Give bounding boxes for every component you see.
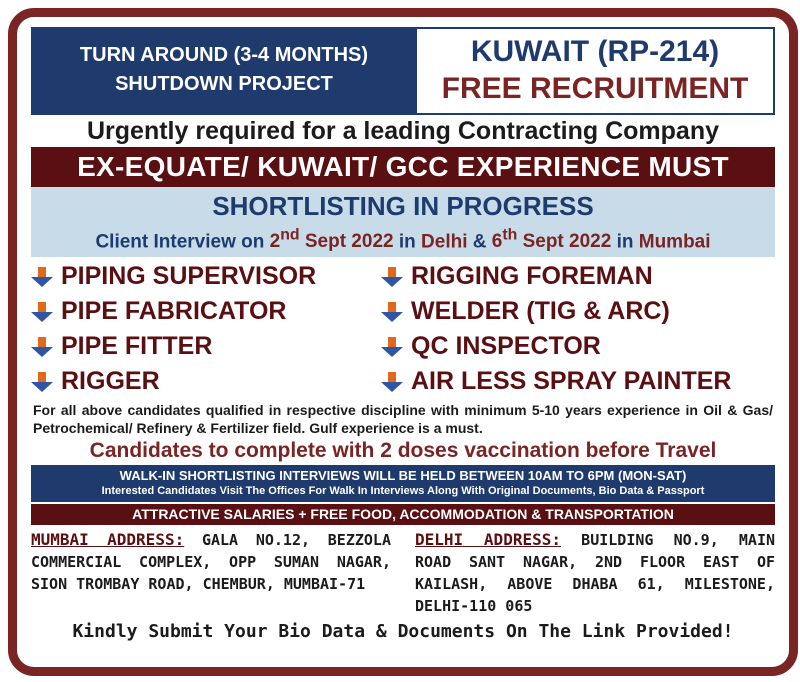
job-title: WELDER (TIG & ARC): [411, 297, 670, 326]
job-item: [381, 329, 775, 364]
job-item: [31, 364, 381, 399]
poster-content: [31, 27, 775, 645]
job-item: [31, 259, 381, 294]
job-item: [31, 294, 381, 329]
job-list: [31, 257, 775, 399]
header-row: [31, 27, 775, 115]
delhi-address: [415, 529, 775, 617]
delhi-address-label: DELHI ADDRESS:: [415, 530, 561, 550]
down-arrow-icon: [31, 372, 53, 392]
project-box: [31, 27, 417, 115]
requirements-description: For all above candidates qualified in respective discipline with minimum 5-10 years experience in Oil & Gas/ Petrochemical/ Refinery & Fertilizer field. Gulf experience is a must.: [33, 402, 773, 437]
date-1-rest: Sept 2022: [299, 231, 394, 253]
location-title: KUWAIT (RP-214): [470, 35, 720, 68]
experience-banner: EX-EQUATE/ KUWAIT/ GCC EXPERIENCE MUST: [31, 147, 775, 187]
down-arrow-icon: [31, 267, 53, 287]
job-item: [381, 294, 775, 329]
job-title: QC INSPECTOR: [411, 332, 601, 361]
job-item: [381, 259, 775, 294]
down-arrow-icon: [381, 302, 403, 322]
mumbai-address-label: MUMBAI ADDRESS:: [31, 530, 185, 550]
shortlisting-title: SHORTLISTING IN PROGRESS: [212, 191, 594, 221]
date-1: [269, 227, 394, 253]
walkin-line-2: Interested Candidates Visit The Offices For Walk In Interviews Along With Original Documents, Bio Data & Passport: [101, 485, 705, 498]
mumbai-address: [31, 529, 391, 617]
city-1-prefix: in: [393, 231, 422, 253]
submit-instruction: Kindly Submit Your Bio Data & Documents On The Link Provided!: [72, 621, 734, 643]
walkin-banner: [31, 465, 775, 502]
job-item: [31, 329, 381, 364]
job-title: RIGGING FOREMAN: [411, 262, 653, 291]
interview-dates: [31, 223, 775, 257]
job-title: RIGGER: [61, 367, 160, 396]
joiner: &: [467, 231, 492, 253]
urgent-heading: Urgently required for a leading Contracting Company: [86, 117, 720, 145]
free-recruitment: FREE RECRUITMENT: [441, 72, 749, 105]
vaccination-notice: Candidates to complete with 2 doses vaccination before Travel: [89, 439, 717, 463]
city-2-prefix: in: [611, 231, 639, 253]
shortlisting-section: [31, 187, 775, 257]
city-2: Mumbai: [638, 231, 711, 253]
down-arrow-icon: [381, 267, 403, 287]
job-title: PIPE FABRICATOR: [61, 297, 287, 326]
job-title: AIR LESS SPRAY PAINTER: [411, 367, 732, 396]
interview-prefix: Client Interview on: [95, 231, 270, 253]
walkin-line-1: WALK-IN SHORTLISTING INTERVIEWS WILL BE HELD BETWEEN 10AM TO 6PM (MON-SAT): [119, 468, 687, 484]
down-arrow-icon: [31, 337, 53, 357]
date-2-rest: Sept 2022: [517, 231, 612, 253]
poster-frame: [8, 8, 798, 676]
project-line-1: TURN AROUND (3-4 MONTHS): [79, 44, 369, 66]
benefits-banner: ATTRACTIVE SALARIES + FREE FOOD, ACCOMMODATION & TRANSPORTATION: [31, 504, 775, 525]
date-2-suffix: th: [502, 227, 518, 244]
delhi-address-text: BUILDING NO.9, MAIN ROAD SANT NAGAR, 2ND FLOOR EAST OF KAILASH, ABOVE DHABA 61, MILESTONE, DELHI-110 065: [415, 531, 776, 616]
job-item: [381, 364, 775, 399]
job-title: PIPING SUPERVISOR: [61, 262, 317, 291]
city-1: Delhi: [421, 231, 468, 253]
date-2-day: 6: [491, 231, 503, 253]
mumbai-address-text: GALA NO.12, BEZZOLA COMMERCIAL COMPLEX, OPP SUMAN NAGAR, SION TROMBAY ROAD, CHEMBUR, MUMBAI-71: [31, 531, 391, 594]
addresses-row: [31, 525, 775, 617]
date-1-day: 2: [269, 231, 281, 253]
location-box: [417, 27, 775, 115]
job-title: PIPE FITTER: [61, 332, 213, 361]
down-arrow-icon: [31, 302, 53, 322]
project-line-2: SHUTDOWN PROJECT: [115, 73, 333, 95]
date-1-suffix: nd: [280, 227, 300, 244]
down-arrow-icon: [381, 372, 403, 392]
date-2: [491, 227, 612, 253]
down-arrow-icon: [381, 337, 403, 357]
